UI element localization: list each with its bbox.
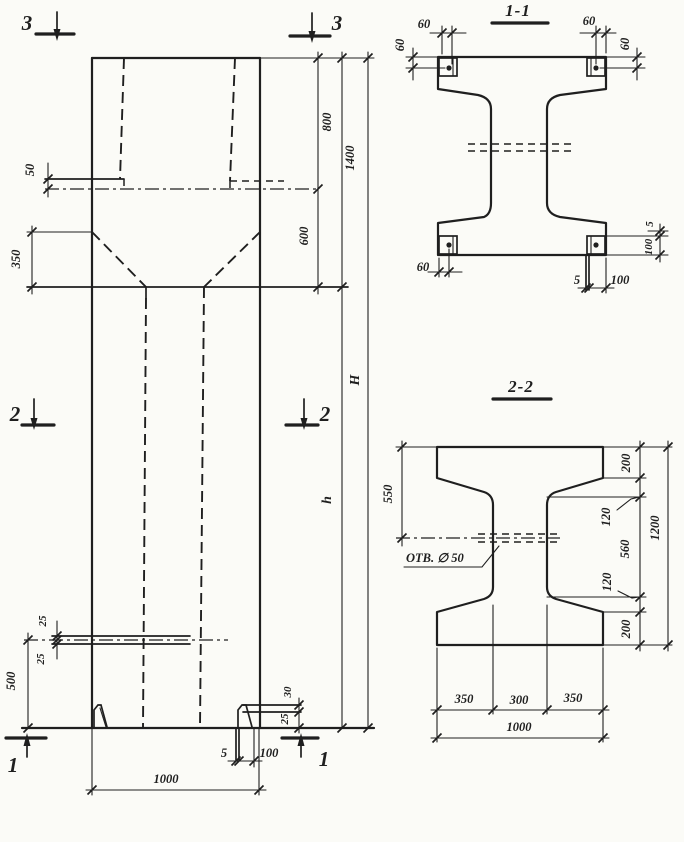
dim-200-top: 200 [619, 453, 633, 473]
dim-50: 50 [23, 163, 37, 177]
dim-300: 300 [509, 693, 529, 707]
dim-120-top: 120 [599, 507, 613, 527]
dim-25-hole-bot: 25 [35, 653, 47, 665]
section-mark-2-right: 2 [319, 402, 331, 426]
dim-H: H [348, 374, 363, 386]
section-2-2-title: 2-2 [508, 377, 534, 396]
dim-200-bot: 200 [619, 619, 633, 639]
dim-h: h [320, 496, 335, 504]
dim-60-top-left: 60 [417, 17, 431, 31]
dim-350-right: 350 [563, 691, 583, 705]
dim-1200: 1200 [648, 515, 662, 541]
dim-100-right: 100 [643, 238, 655, 256]
dim-100-bottom: 100 [610, 273, 630, 287]
section-mark-1-right: 1 [318, 747, 330, 771]
section-mark-1-left: 1 [7, 753, 19, 777]
section-2-2-dimensions [381, 441, 672, 742]
section-1-1-hole-hidden [468, 144, 572, 151]
section-cut-marks [6, 11, 342, 777]
dim-30-tenon: 30 [282, 686, 294, 698]
dim-600: 600 [297, 226, 311, 246]
section-1-1-view [393, 1, 668, 293]
section-2-2-view [381, 377, 672, 742]
elevation-view [4, 11, 374, 795]
dim-1400: 1400 [343, 145, 357, 171]
dim-350-left: 350 [454, 692, 474, 706]
section-1-1-outline [438, 57, 606, 255]
section-mark-3-left: 3 [21, 11, 33, 35]
hole-note: ОТВ. ∅ 50 [406, 551, 464, 565]
dim-60-left: 60 [393, 38, 407, 52]
dim-60-bottom-left: 60 [416, 260, 430, 274]
section-1-1-title: 1-1 [505, 1, 531, 20]
dim-560: 560 [618, 539, 632, 559]
dim-1000-width: 1000 [153, 772, 179, 786]
section-2-2-outline [437, 447, 603, 645]
section-1-1-dimensions [393, 14, 668, 293]
dim-25-hole-top: 25 [37, 615, 49, 627]
dim-25-tenon: 25 [279, 713, 291, 725]
dim-5-right: 5 [644, 221, 656, 227]
elevation-dim-labels [4, 112, 363, 786]
dim-500: 500 [4, 671, 18, 691]
dim-60-right: 60 [618, 37, 632, 51]
dim-120-bot: 120 [600, 572, 614, 592]
section-mark-2-left: 2 [9, 402, 21, 426]
dim-550: 550 [381, 484, 395, 504]
dim-1000-section: 1000 [506, 720, 532, 734]
dim-100-plate: 100 [259, 746, 279, 760]
dim-350: 350 [9, 249, 23, 269]
dim-5-bottom: 5 [573, 273, 581, 287]
dim-5-plate: 5 [220, 746, 228, 760]
section-mark-3-right: 3 [331, 11, 343, 35]
dim-60-top-right: 60 [582, 14, 596, 28]
dim-800: 800 [320, 112, 334, 132]
elevation-hidden-lines [24, 58, 320, 728]
